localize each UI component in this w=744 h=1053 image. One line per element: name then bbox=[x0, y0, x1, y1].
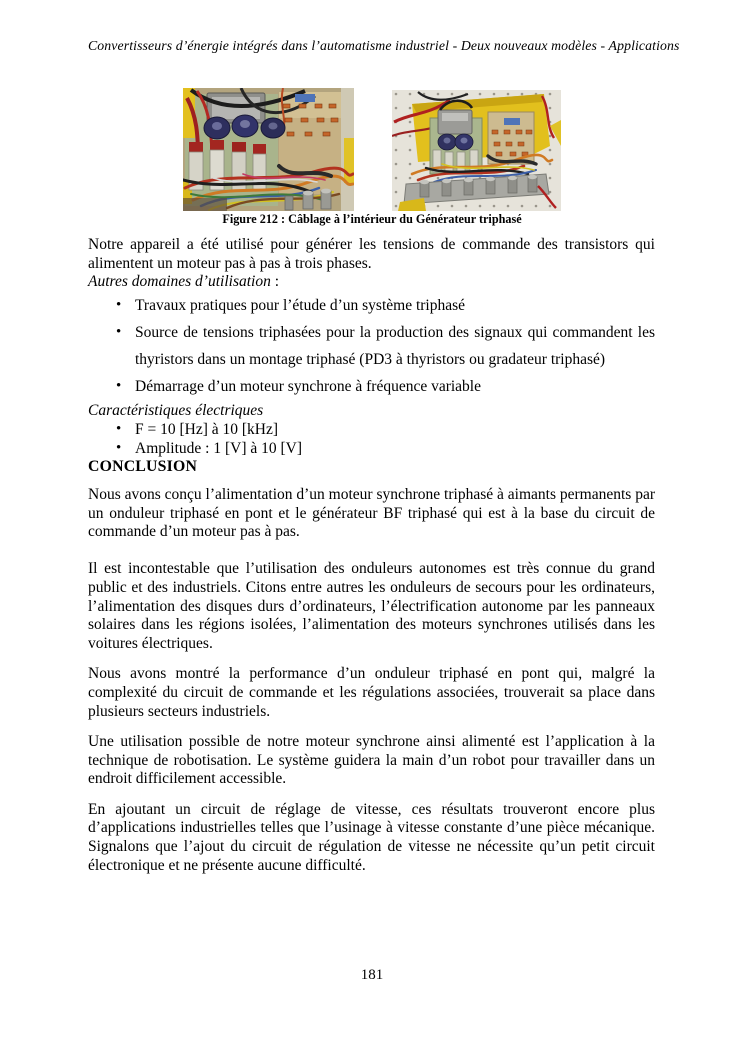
body-text bbox=[88, 236, 655, 875]
domains-list bbox=[88, 292, 655, 400]
photo-wiring-closeup bbox=[183, 88, 354, 211]
subhead-caracteristiques: Caractéristiques électriques bbox=[88, 401, 264, 419]
conclusion-heading: CONCLUSION bbox=[88, 458, 198, 476]
photo-wiring-overview bbox=[392, 90, 561, 211]
figure-212 bbox=[0, 88, 744, 227]
list-item: • Source de tensions triphasées pour la production des signaux qui commandent les thyristors dans un montage triphasé (PD3 à thyristors ou gradateur triphasé) bbox=[135, 319, 655, 373]
paragraph-conclusion-3: Nous avons montré la performance d’un onduleur triphasé en pont qui, malgré la complexité du circuit de commande et les régulations associées, trouverait sa place dans plusieurs secteurs industriels. bbox=[88, 665, 655, 720]
photo-wiring-closeup-illustration bbox=[183, 88, 354, 211]
subhead-domains bbox=[88, 273, 655, 292]
paragraph-intro: Notre appareil a été utilisé pour générer les tensions de commande des transistors qui alimentent un moteur pas à pas à trois phases. bbox=[88, 236, 655, 272]
paragraph-conclusion-2: Il est incontestable que l’utilisation des onduleurs autonomes est très connue du grand public et des industriels. Citons entre autres les onduleurs de secours pour les ordinateurs, l’alimentation des disques durs d’ordinateurs, l’électrification autonome par les panneaux solaires dans les régions isolées, l’alimentation des moteurs synchrones utilisés dans les voitures électriques. bbox=[88, 560, 655, 652]
subhead-domains-label: Autres domaines d’utilisation bbox=[88, 273, 271, 291]
paragraph-conclusion-5: En ajoutant un circuit de réglage de vitesse, ces résultats trouveront encore plus d’applications industrielles telles que l’usinage à vitesse constante d’une pièce mécanique. Signalons que l’ajout du circuit de régulation de vitesse ne nécessite qu’un petit circuit électronique et ne présente aucune difficulté. bbox=[88, 800, 655, 874]
running-header: Convertisseurs d’énergie intégrés dans l’automatisme industriel - Deux nouveaux modèles - Applications bbox=[88, 38, 680, 53]
caracteristiques-list bbox=[88, 420, 655, 458]
photo-wiring-overview-illustration bbox=[392, 90, 561, 211]
figure-caption: Figure 212 : Câblage à l’intérieur du Générateur triphasé bbox=[222, 212, 522, 226]
figure-photos bbox=[0, 88, 744, 211]
list-item: • F = 10 [Hz] à 10 [kHz] bbox=[135, 420, 655, 439]
page-number: 181 bbox=[360, 967, 384, 983]
paragraph-conclusion-1: Nous avons conçu l’alimentation d’un moteur synchrone triphasé à aimants permanents par un onduleur triphasé en pont et le générateur BF triphasé qui est à la base du circuit de commande d’un moteur pas à pas. bbox=[88, 485, 655, 541]
paragraph-conclusion-4: Une utilisation possible de notre moteur synchrone ainsi alimenté est l’application à la technique de robotisation. Le système guidera la main d’un robot pour travailler dans un endroit difficilement accessible. bbox=[88, 733, 655, 788]
list-item: • Amplitude : 1 [V] à 10 [V] bbox=[135, 439, 655, 458]
list-item: • Travaux pratiques pour l’étude d’un système triphasé bbox=[135, 292, 655, 319]
subhead-domains-colon: : bbox=[270, 273, 280, 291]
list-item: • Démarrage d’un moteur synchrone à fréquence variable bbox=[135, 373, 655, 400]
